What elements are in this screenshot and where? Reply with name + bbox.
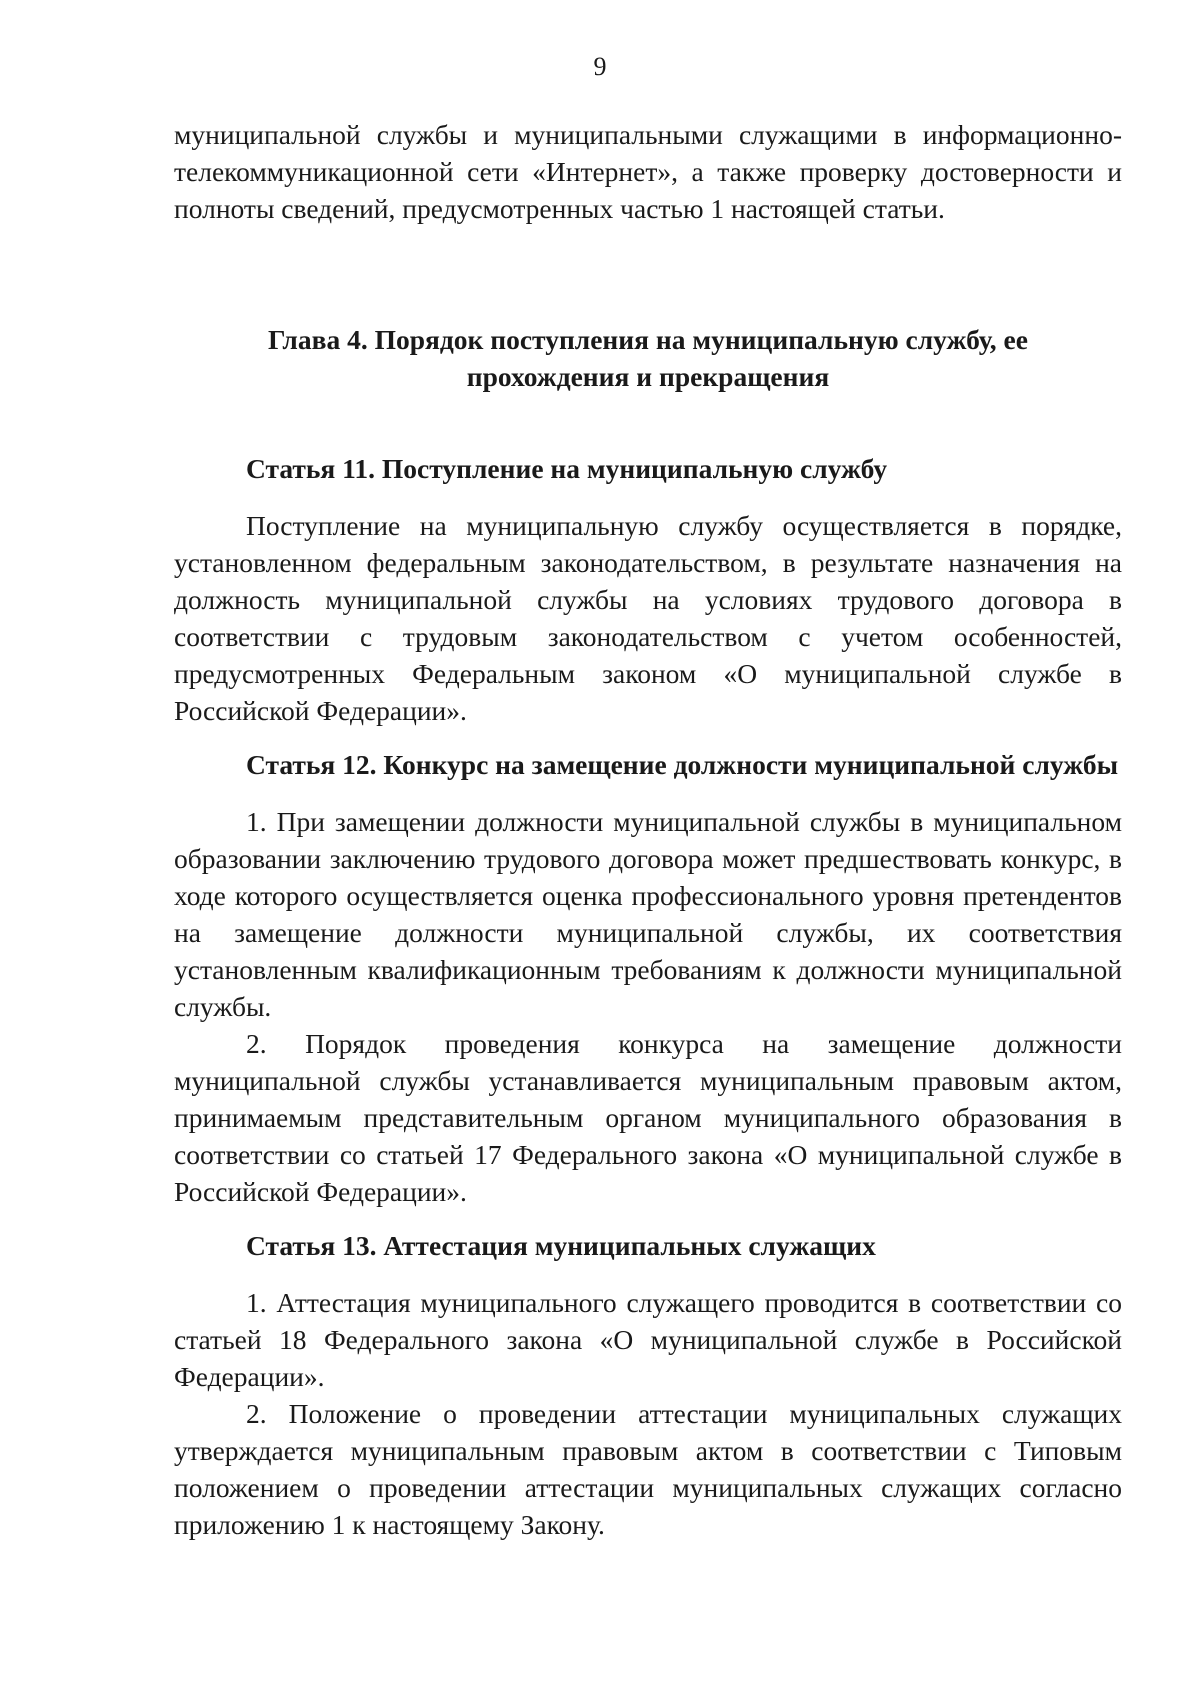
article-13 (174, 1227, 1122, 1543)
page-number: 9 (593, 52, 607, 81)
article-title: Статья 13. Аттестация муниципальных служащих (246, 1230, 876, 1261)
article-paragraph: Поступление на муниципальную службу осуществляется в порядке, установленном федеральным законодательством, в результате назначения на должность муниципальной службы на условиях трудового договора в соответствии с трудовым законодательством с учетом особенностей, предусмотренных Федеральным законом «О муниципальной службе в Российской Федерации». (174, 510, 1122, 726)
article-paragraph: 1. При замещении должности муниципальной службы в муниципальном образовании заключению трудового договора может предшествовать конкурс, в ходе которого осуществляется оценка профессионального уровня претендентов на замещение должности муниципальной службы, их соответствия установленным квалификационным требованиям к должности муниципальной службы. (174, 806, 1122, 1022)
article-12 (174, 746, 1122, 1210)
article-title: Статья 12. Конкурс на замещение должности муниципальной службы (246, 749, 1119, 780)
intro-paragraph: муниципальной службы и муниципальными служащими в информационно-телекоммуникационной сети «Интернет», а также проверку достоверности и полноты сведений, предусмотренных частью 1 настоящей статьи. (174, 119, 1122, 224)
article-title: Статья 11. Поступление на муниципальную службу (246, 453, 888, 484)
document-body (174, 116, 1122, 1543)
article-11 (174, 450, 1122, 729)
chapter-title: Глава 4. Порядок поступления на муниципальную службу, ее прохождения и прекращения (268, 324, 1028, 392)
article-paragraph: 1. Аттестация муниципального служащего проводится в соответствии со статьей 18 Федерального закона «О муниципальной службе в Российской Федерации». (174, 1287, 1122, 1392)
article-paragraph: 2. Положение о проведении аттестации муниципальных служащих утверждается муниципальным правовым актом в соответствии с Типовым положением о проведении аттестации муниципальных служащих согласно приложению 1 к настоящему Закону. (174, 1398, 1122, 1540)
article-paragraph: 2. Порядок проведения конкурса на замещение должности муниципальной службы устанавливается муниципальным правовым актом, принимаемым представительным органом муниципального образования в соответствии со статьей 17 Федерального закона «О муниципальной службе в Российской Федерации». (174, 1028, 1122, 1207)
